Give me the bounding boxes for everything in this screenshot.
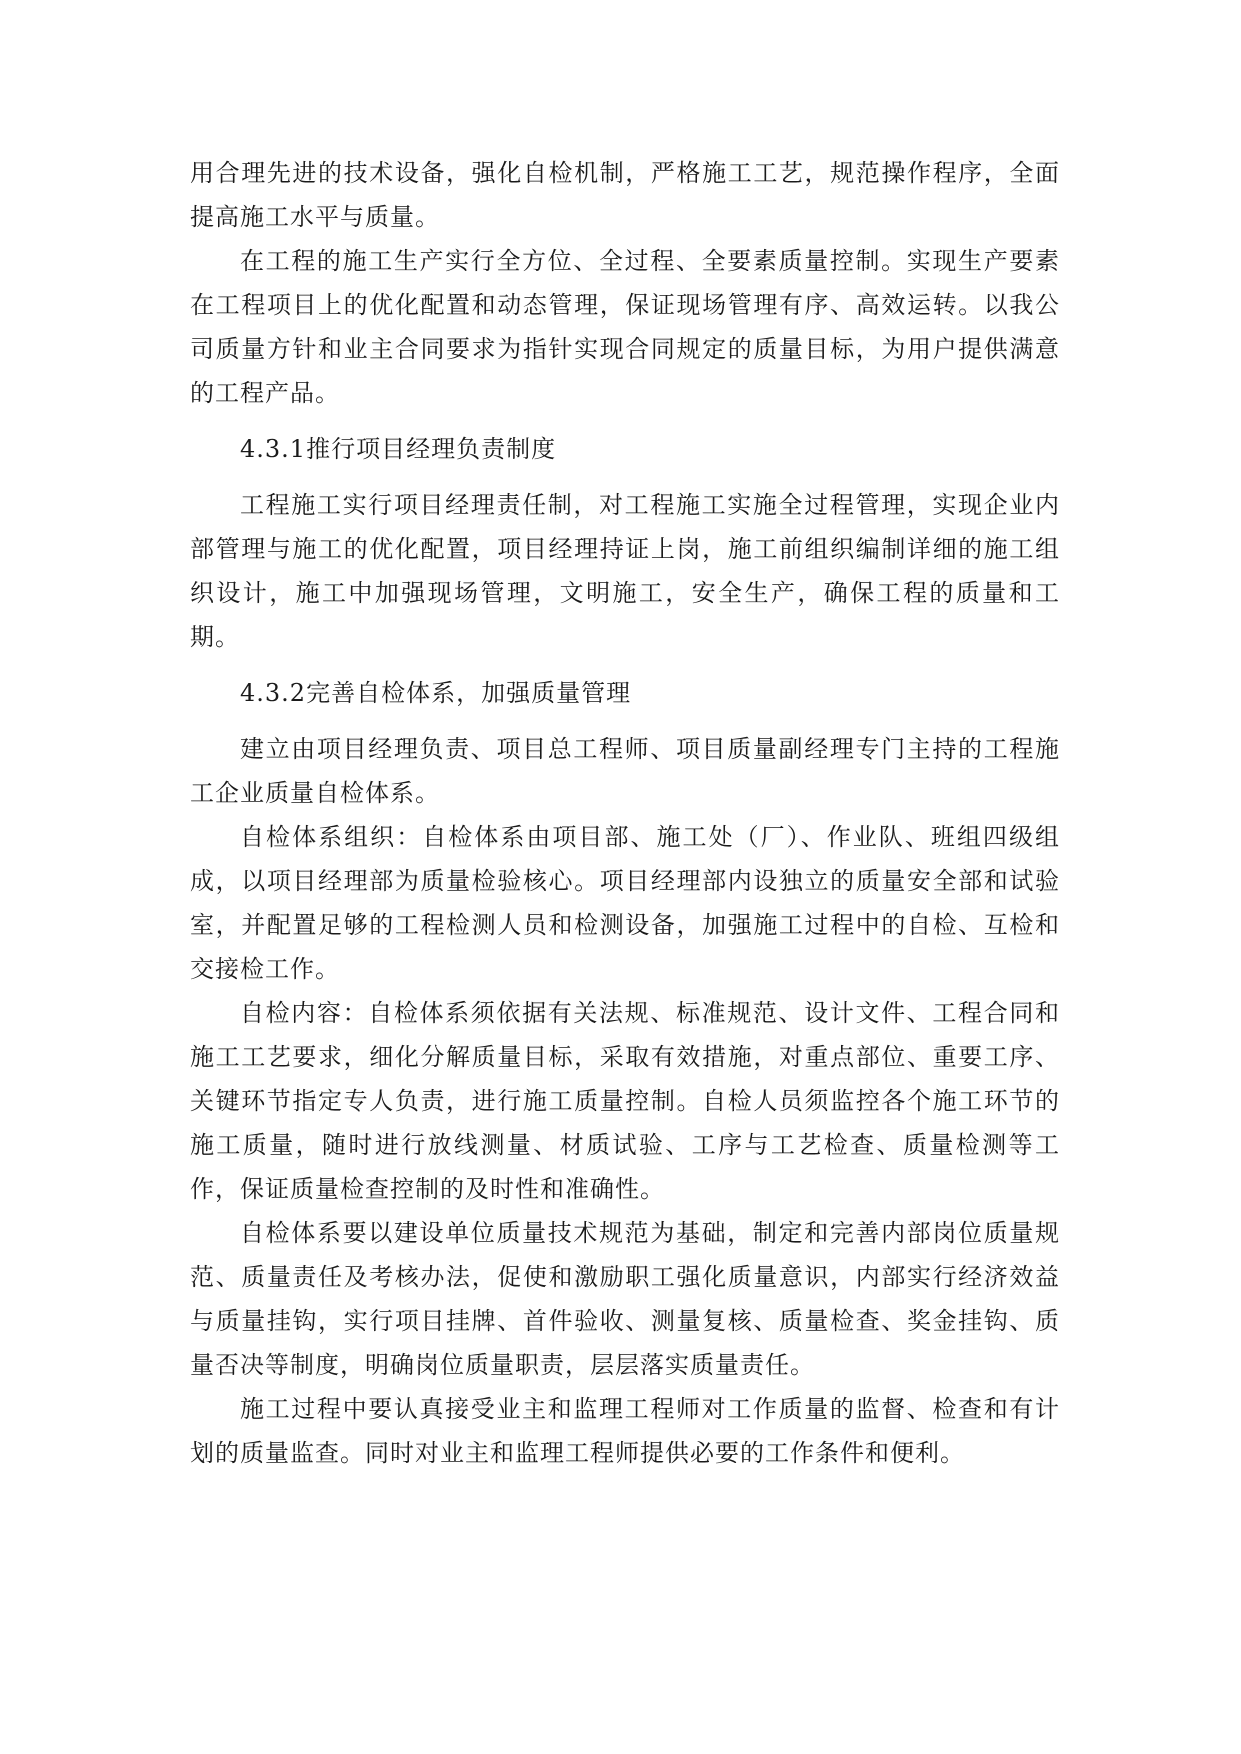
body-paragraph: 自检内容：自检体系须依据有关法规、标准规范、设计文件、工程合同和施工工艺要求，细化分解质量目标，采取有效措施，对重点部位、重要工序、关键环节指定专人负责，进行施工质量控制。自检人员须监控各个施工环节的施工质量，随时进行放线测量、材质试验、工序与工艺检查、质量检测等工作，保证质量检查控制的及时性和准确性。 bbox=[190, 999, 1060, 1203]
body-paragraph: 用合理先进的技术设备，强化自检机制，严格施工工艺，规范操作程序，全面提高施工水平与质量。 bbox=[190, 159, 1060, 231]
body-paragraph: 建立由项目经理负责、项目总工程师、项目质量副经理专门主持的工程施工企业质量自检体系。 bbox=[190, 735, 1060, 807]
body-paragraph: 施工过程中要认真接受业主和监理工程师对工作质量的监督、检查和有计划的质量监查。同时对业主和监理工程师提供必要的工作条件和便利。 bbox=[190, 1395, 1060, 1467]
section-heading: 4.3.1推行项目经理负责制度 bbox=[240, 435, 557, 463]
body-paragraph: 自检体系要以建设单位质量技术规范为基础，制定和完善内部岗位质量规范、质量责任及考核办法，促使和激励职工强化质量意识，内部实行经济效益与质量挂钩，实行项目挂牌、首件验收、测量复核、质量检查、奖金挂钩、质量否决等制度，明确岗位质量职责，层层落实质量责任。 bbox=[190, 1219, 1060, 1379]
body-paragraph: 工程施工实行项目经理责任制，对工程施工实施全过程管理，实现企业内部管理与施工的优化配置，项目经理持证上岗，施工前组织编制详细的施工组织设计，施工中加强现场管理，文明施工，安全生产，确保工程的质量和工期。 bbox=[190, 491, 1060, 651]
document-body bbox=[190, 151, 1060, 1475]
section-heading: 4.3.2完善自检体系，加强质量管理 bbox=[240, 679, 632, 707]
body-paragraph: 在工程的施工生产实行全方位、全过程、全要素质量控制。实现生产要素在工程项目上的优化配置和动态管理，保证现场管理有序、高效运转。以我公司质量方针和业主合同要求为指针实现合同规定的质量目标，为用户提供满意的工程产品。 bbox=[190, 247, 1060, 407]
body-paragraph: 自检体系组织：自检体系由项目部、施工处（厂）、作业队、班组四级组成，以项目经理部为质量检验核心。项目经理部内设独立的质量安全部和试验室，并配置足够的工程检测人员和检测设备，加强施工过程中的自检、互检和交接检工作。 bbox=[190, 823, 1060, 983]
